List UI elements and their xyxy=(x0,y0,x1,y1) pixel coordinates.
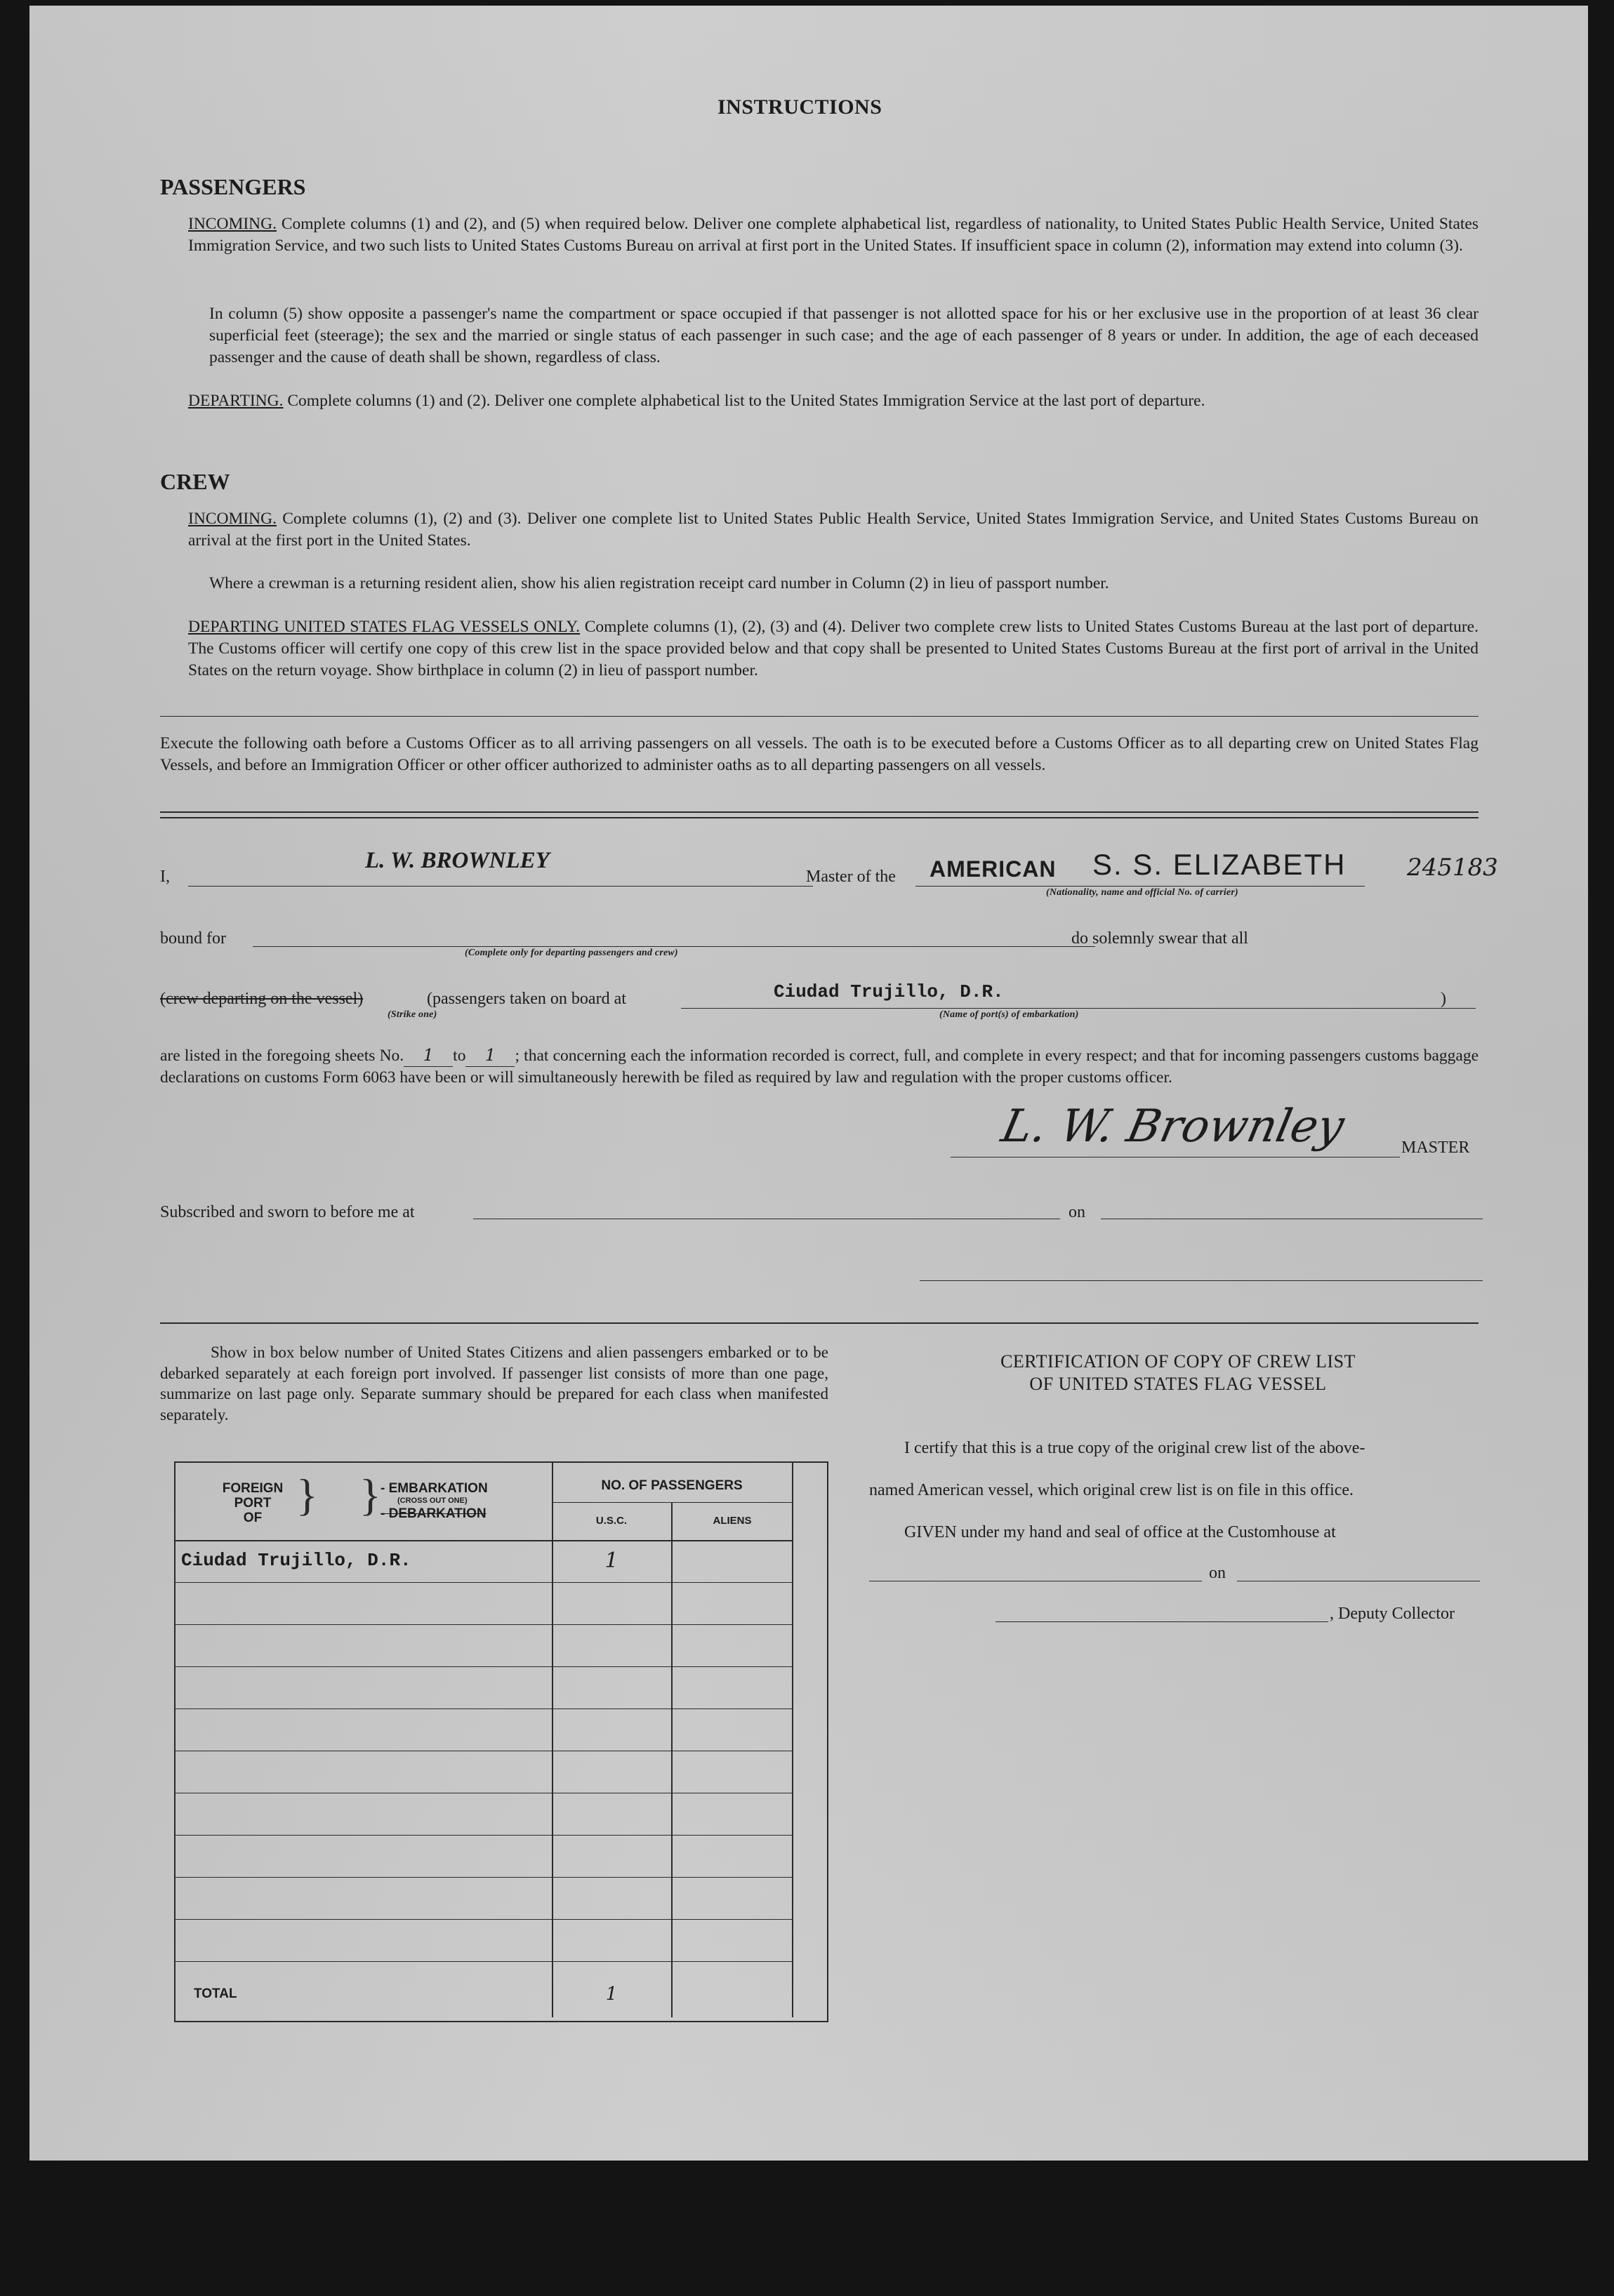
officer-signature-line xyxy=(920,1280,1483,1281)
oath-divider-top xyxy=(160,811,1479,813)
table-row xyxy=(176,1540,792,1583)
certification-title-line1: CERTIFICATION OF COPY OF CREW LIST xyxy=(1000,1351,1356,1372)
master-of-label: Master of the xyxy=(806,868,896,886)
crew-incoming-lead: INCOMING. xyxy=(188,510,277,528)
sheets-pre-text: are listed in the foregoing sheets No. xyxy=(160,1047,404,1065)
crew-departing-paragraph xyxy=(188,616,1479,682)
oath-i-label: I, xyxy=(160,868,170,886)
passengers-departing-paragraph xyxy=(188,390,1479,412)
table-row xyxy=(176,1877,792,1920)
certification-on-label: on xyxy=(1209,1564,1226,1582)
table-row xyxy=(176,1793,792,1836)
certification-text-line1: I certify that this is a true copy of the original crew list of the above- xyxy=(904,1439,1365,1457)
sheets-paragraph xyxy=(160,1044,1479,1089)
strike-caption: (Strike one) xyxy=(388,1009,437,1020)
swear-text: do solemnly swear that all xyxy=(1071,929,1248,948)
carrier-caption: (Nationality, name and official No. of carrier) xyxy=(1046,887,1238,898)
carrier-line xyxy=(915,886,1365,887)
bound-for-line xyxy=(253,946,1095,947)
bound-for-caption: (Complete only for departing passengers and crew) xyxy=(465,948,678,958)
table-row xyxy=(176,1666,792,1709)
table-row xyxy=(176,1582,792,1625)
instructions-divider xyxy=(160,716,1479,717)
sheets-post-text: ; that concerning each the information recorded is correct, full, and complete in every respect; and that for incoming passengers customs baggage declarations on customs Form 6063 have been or will simultaneously herewith be filed as required by law and regulation with the proper customs officer. xyxy=(160,1047,1479,1087)
port-label: PORT xyxy=(234,1496,272,1511)
crew-departing-struck: (crew departing on the vessel) xyxy=(160,990,364,1008)
oath-instructions-paragraph: Execute the following oath before a Customs Officer as to all arriving passengers on all vessels. The oath is to be executed before a Customs Officer as to all departing crew on United States Flag Vessels, and before an Immigration Officer or other officer authorized to administer oaths as to all departing passengers on all vessels. xyxy=(160,734,1479,774)
certification-given-text: GIVEN under my hand and seal of office at the Customhouse at xyxy=(904,1523,1336,1541)
passengers-incoming-lead: INCOMING. xyxy=(188,215,277,233)
no-of-passengers-label: NO. OF PASSENGERS xyxy=(601,1478,743,1493)
table-row xyxy=(176,1919,792,1962)
total-usc: 1 xyxy=(605,1984,618,2005)
aliens-label: ALIENS xyxy=(713,1515,752,1527)
debarkation-label: - DEBARKATION xyxy=(381,1506,487,1521)
deputy-collector-label: , Deputy Collector xyxy=(1330,1605,1455,1623)
vessel-name: S. S. ELIZABETH xyxy=(1092,848,1347,881)
crew-incoming-text: Complete columns (1), (2) and (3). Deliver one complete list to United States Public Health Service, United States Immigration Service, and United States Customs Bureau on arrival at the first port in the United States. xyxy=(188,510,1479,550)
embark-port-caption: (Name of port(s) of embarkation) xyxy=(939,1009,1079,1020)
foreign-port-of-label xyxy=(218,1481,288,1525)
subscribed-on-label: on xyxy=(1069,1203,1085,1221)
table-row xyxy=(176,1835,792,1878)
form-sheet xyxy=(29,6,1588,2161)
row-port: Ciudad Trujillo, D.R. xyxy=(181,1550,411,1571)
embark-port: Ciudad Trujillo, D.R. xyxy=(774,981,1004,1002)
table-row xyxy=(176,1708,792,1751)
column-rule-aliens xyxy=(792,1463,793,2017)
master-label: MASTER xyxy=(1401,1139,1470,1157)
sheets-to-label: to xyxy=(453,1047,466,1065)
instructions-title: INSTRUCTIONS xyxy=(717,95,882,119)
bound-for-label: bound for xyxy=(160,929,226,948)
table-row xyxy=(176,1751,792,1793)
crew-heading: CREW xyxy=(160,469,230,494)
deputy-collector-line xyxy=(995,1621,1328,1622)
embarkation-label: - EMBARKATION xyxy=(381,1481,488,1496)
certification-title-line2: OF UNITED STATES FLAG VESSEL xyxy=(1029,1374,1327,1394)
oath-divider-bottom xyxy=(160,817,1479,818)
crew-departing-text: Complete columns (1), (2), (3) and (4). Deliver two complete crew lists to United States Customs Bureau at the last port of departure. The Customs officer will certify one copy of this crew list in the space provided below and that copy shall be presented to United States Customs Bureau at the first port of arrival in the United States on the return voyage. Show birthplace in column (2) in lieu of passport number. xyxy=(188,618,1479,679)
passengers-taken-label: (passengers taken on board at xyxy=(427,990,626,1008)
passenger-summary-table xyxy=(174,1461,828,2022)
total-label: TOTAL xyxy=(194,1986,237,2001)
vessel-official-number: 245183 xyxy=(1407,854,1498,882)
summary-instructions: Show in box below number of United States Citizens and alien passengers embarked or to be debarked separately at each foreign port involved. If passenger list consists of more than one page, summarize on last page only. Separate summary should be prepared for each class when manifested separately. xyxy=(160,1343,828,1424)
crew-incoming-paragraph xyxy=(188,508,1479,552)
passengers-incoming-paragraph xyxy=(188,213,1479,257)
brace-left: } xyxy=(296,1470,318,1520)
certification-title xyxy=(869,1351,1487,1395)
crew-resident-paragraph: Where a crewman is a returning resident alien, show his alien registration receipt card number in Column (2) in lieu of passport number. xyxy=(209,574,1109,592)
foreign-label: FOREIGN xyxy=(222,1481,284,1496)
certification-text-line2: named American vessel, which original crew list is on file in this office. xyxy=(869,1481,1354,1499)
of-label: OF xyxy=(243,1511,263,1525)
crew-departing-lead: DEPARTING UNITED STATES FLAG VESSELS ONLY. xyxy=(188,618,581,636)
usc-label: U.S.C. xyxy=(595,1515,628,1527)
table-row xyxy=(176,1624,792,1667)
cross-out-caption: (CROSS OUT ONE) xyxy=(397,1497,468,1505)
summary-divider xyxy=(160,1322,1479,1324)
passengers-incoming-text: Complete columns (1) and (2), and (5) when required below. Deliver one complete alphabetical list, regardless of nationality, to United States Public Health Service, United States Immigration Service, and two such lists to United States Customs Bureau on arrival at first port in the United States. If insufficient space in column (2), information may extend into column (3). xyxy=(188,215,1479,255)
passengers-departing-text: Complete columns (1) and (2). Deliver one complete alphabetical list to the United States Immigration Service at the last port of departure. xyxy=(283,392,1205,410)
brace-right: } xyxy=(359,1470,381,1520)
master-signature: L. W. Brownley xyxy=(997,1101,1349,1153)
embark-port-line xyxy=(681,1008,1476,1009)
sheet-from: 1 xyxy=(404,1044,453,1067)
vessel-nationality: AMERICAN xyxy=(930,856,1057,882)
master-name: L. W. BROWNLEY xyxy=(365,848,550,873)
close-paren: ) xyxy=(1441,990,1446,1008)
passengers-column5-paragraph: In column (5) show opposite a passenger's name the compartment or space occupied if that passenger is not allotted space for his or her exclusive use in the proportion of at least 36 clear superficial feet (steerage); the sex and the married or single status of each passenger in such case; and the age of each passenger of 8 years or under. In addition, the age of each deceased passenger and the cause of death shall be shown, regardless of class. xyxy=(209,305,1479,366)
row-usc: 1 xyxy=(604,1548,619,1573)
sheet-to: 1 xyxy=(465,1044,515,1067)
master-name-line xyxy=(188,886,813,887)
passengers-departing-lead: DEPARTING. xyxy=(188,392,284,410)
passengers-heading: PASSENGERS xyxy=(160,174,306,199)
subscribed-label: Subscribed and sworn to before me at xyxy=(160,1203,415,1221)
